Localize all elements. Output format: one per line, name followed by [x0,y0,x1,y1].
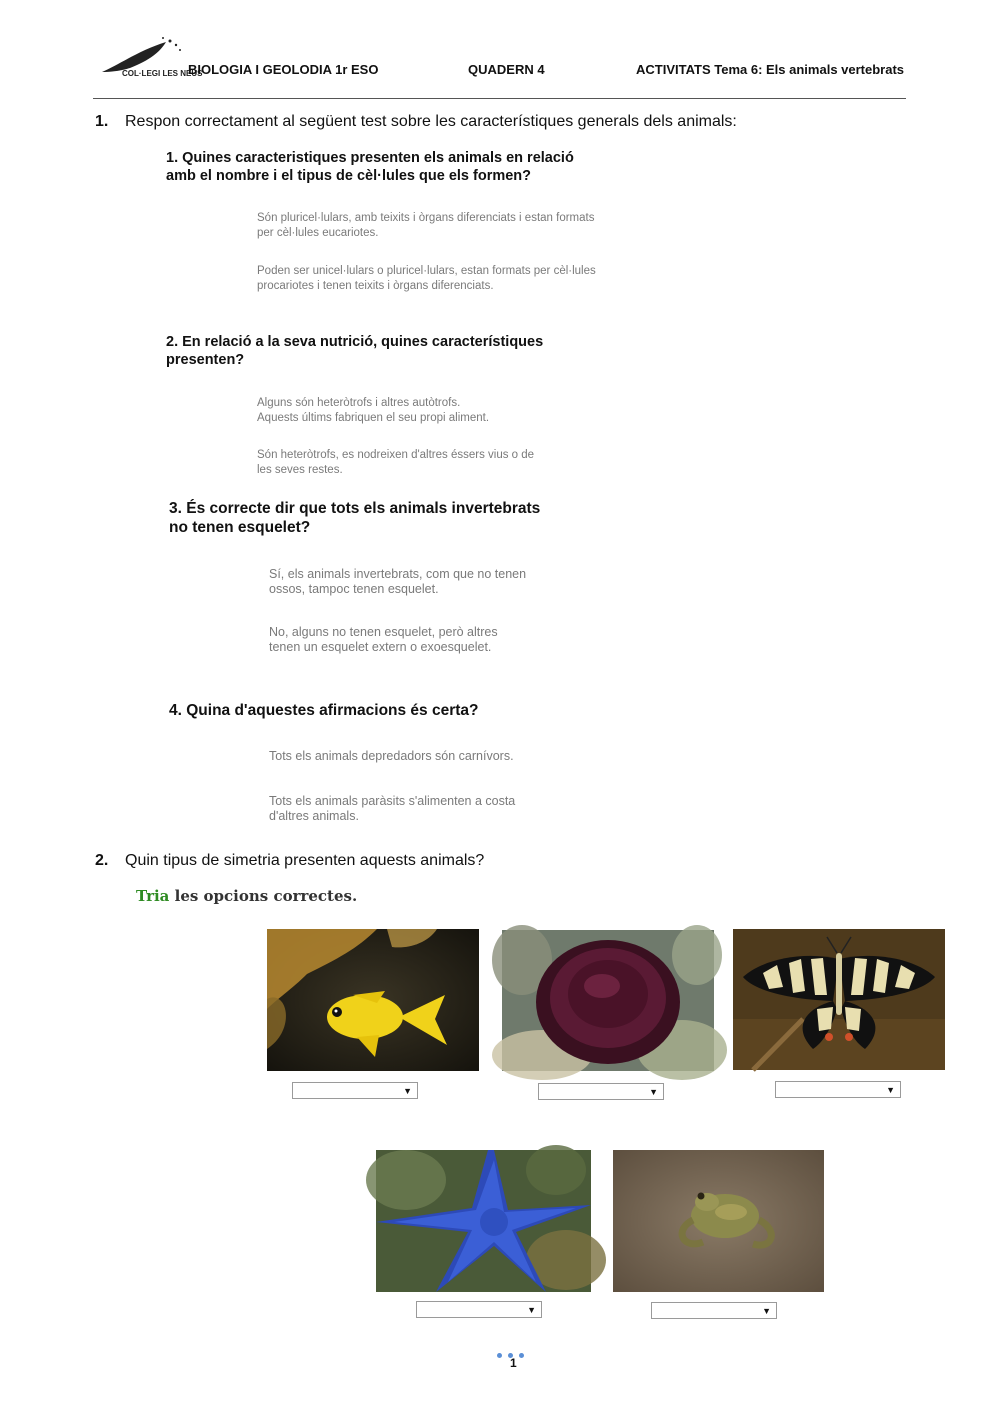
fish-photo [267,929,479,1071]
option-line: Alguns són heteròtrofs i altres autòtrofs. [257,397,461,409]
header-subject: BIOLOGIA I GEOLODIA 1r ESO [188,62,379,77]
symmetry-select-starfish[interactable] [416,1301,542,1318]
chevron-down-icon: ▼ [886,1085,895,1095]
header-activity: ACTIVITATS Tema 6: Els animals vertebrats [636,62,905,77]
sea-urchin-photo [502,930,714,1071]
question-2-line-2: presenten? [166,352,245,368]
question-1-line-2: amb el nombre i el tipus de cèl·lules que els formen? [166,168,532,184]
question-1-option-a[interactable] [257,211,594,240]
question-4-option-b[interactable] [269,794,515,824]
chevron-down-icon: ▼ [527,1305,536,1315]
option-line: d'altres animals. [269,809,359,823]
symmetry-select-frog[interactable] [651,1302,777,1319]
exercise-1-number: 1. [95,113,109,130]
butterfly-photo [733,929,945,1070]
exercise-2-instruction [136,887,357,905]
exercise-1-prompt: Respon correctament al següent test sobre les característiques generals dels animals: [125,113,737,130]
question-3-line-1: 3. És correcte dir que tots els animals invertebrats [169,500,541,517]
option-line: per cèl·lules eucariotes. [257,226,379,239]
chevron-down-icon: ▼ [403,1086,412,1096]
header-divider [93,98,906,99]
question-2-option-b[interactable] [257,448,534,477]
question-1-option-b[interactable] [257,264,596,293]
option-line: tenen un esquelet extern o exoesquelet. [269,640,492,654]
question-3-title [169,499,540,537]
option-line: No, alguns no tenen esquelet, però altres [269,625,498,639]
option-line: Tots els animals paràsits s'alimenten a costa [269,794,516,808]
frog-photo [613,1150,824,1292]
instruction-text: les opcions correctes. [169,887,358,905]
question-4-title [169,701,479,720]
option-line: les seves restes. [257,463,343,476]
option-line: Aquests últims fabriquen el seu propi aliment. [257,411,490,424]
logo-text: COL·LEGI LES NEUS [122,69,203,78]
school-logo [100,36,203,78]
dot [497,1353,502,1358]
symmetry-select-sea-urchin[interactable] [538,1083,664,1100]
header-notebook: QUADERN 4 [468,62,545,77]
question-4-option-a[interactable] [269,749,514,764]
question-3-line-2: no tenen esquelet? [169,519,311,536]
starfish-photo [376,1150,591,1292]
option-line: Són pluricel·lulars, amb teixits i òrgans diferenciats i estan formats [257,212,595,224]
instruction-highlight: Tria [136,887,170,905]
chevron-down-icon: ▼ [649,1087,658,1097]
question-4-line-1: 4. Quina d'aquestes afirmacions és certa? [169,702,479,719]
question-1-line-1: 1. Quines caracteristiques presenten els animals en relació [166,150,574,166]
question-3-option-a[interactable] [269,567,526,597]
option-line: Poden ser unicel·lulars o pluricel·lulars, estan formats per cèl·lules [257,265,596,277]
dot [519,1353,524,1358]
question-2-option-a[interactable] [257,396,489,425]
symmetry-select-fish[interactable] [292,1082,418,1099]
chevron-down-icon: ▼ [762,1306,771,1316]
question-2-title [166,333,543,369]
option-line: procariotes i tenen teixits i òrgans diferenciats. [257,279,494,292]
option-line: Sí, els animals invertebrats, com que no tenen [269,567,527,581]
option-line: Són heteròtrofs, es nodreixen d'altres éssers vius o de [257,449,535,461]
question-1-title [166,149,574,185]
exercise-2-prompt: Quin tipus de simetria presenten aquests animals? [125,852,485,869]
page-number: 1 [510,1356,517,1370]
question-2-line-1: 2. En relació a la seva nutrició, quines característiques [166,334,544,350]
exercise-2-number: 2. [95,852,109,869]
option-line: ossos, tampoc tenen esquelet. [269,582,439,596]
question-3-option-b[interactable] [269,625,498,655]
symmetry-select-butterfly[interactable] [775,1081,901,1098]
option-line: Tots els animals depredadors són carnívors. [269,749,514,763]
